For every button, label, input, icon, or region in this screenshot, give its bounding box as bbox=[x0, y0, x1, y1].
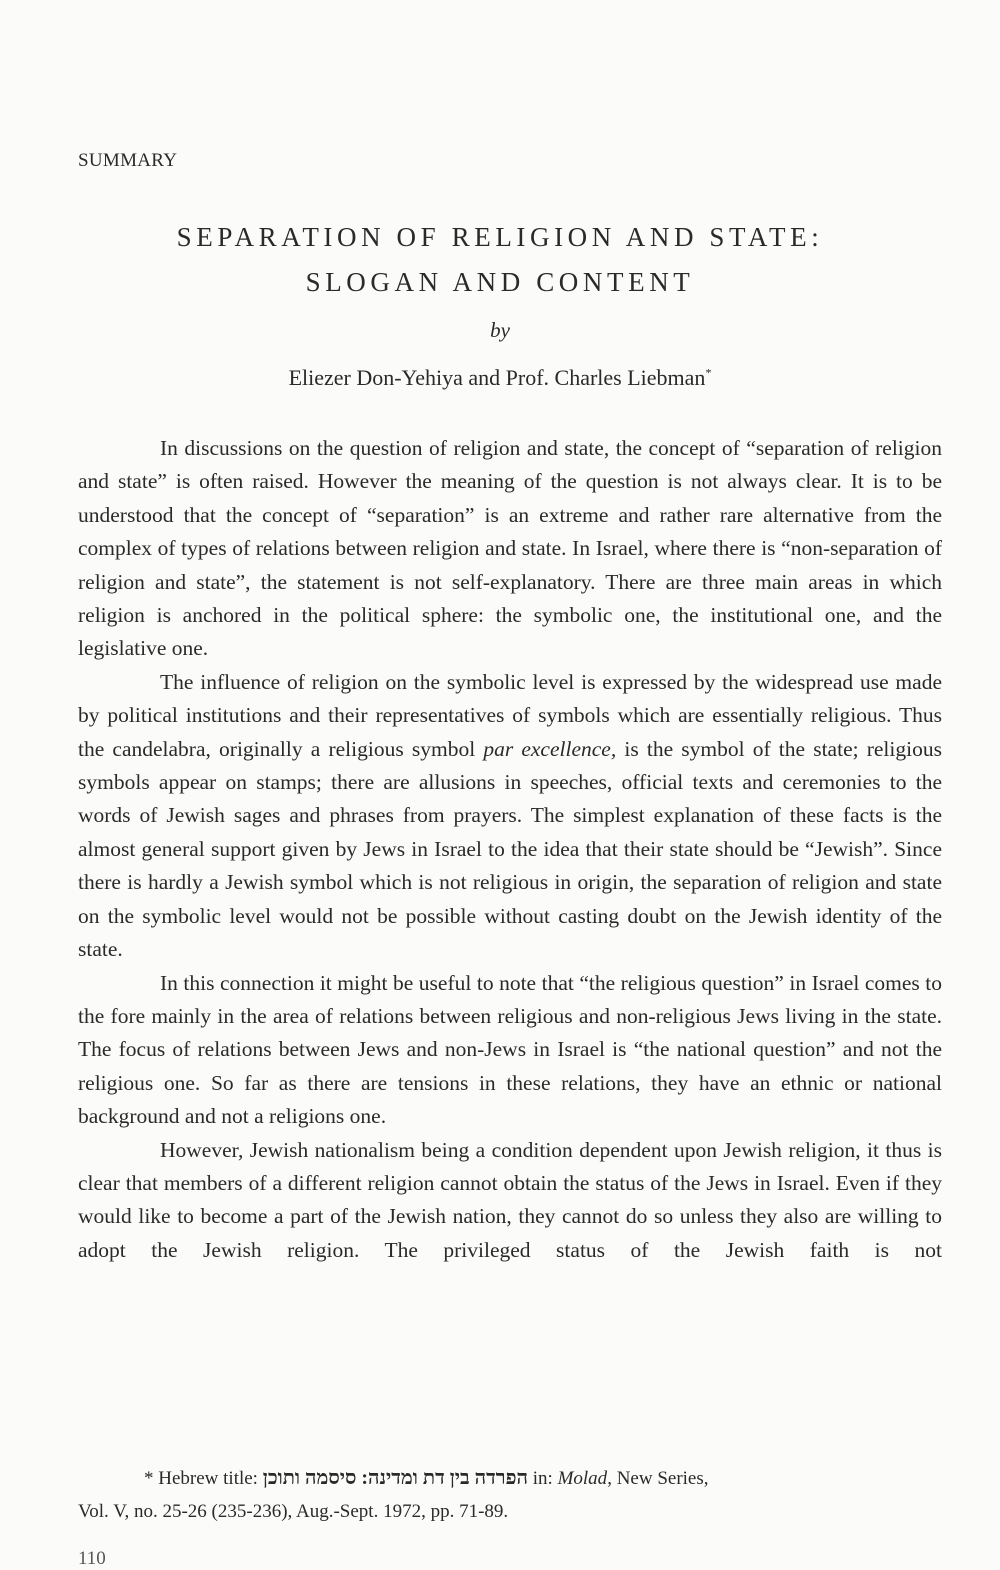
section-label: SUMMARY bbox=[78, 150, 178, 171]
footnote-mark-ref: * bbox=[144, 1468, 154, 1489]
footnote-in: in: bbox=[532, 1468, 553, 1489]
byline: by bbox=[490, 318, 510, 342]
article-title bbox=[0, 215, 1000, 305]
footnote-line-2: Vol. V, no. 25-26 (235-236), Aug.-Sept. 1972, pp. 71-89. bbox=[78, 1501, 509, 1522]
paragraph-2 bbox=[78, 666, 942, 967]
title-line-2: SLOGAN AND CONTENT bbox=[305, 267, 695, 297]
paragraph-4: However, Jewish nationalism being a condition dependent upon Jewish religion, it thus is clear that members of a different religion cannot obtain the status of the Jews in Israel. Even if they would like to become a part of the Jewish nation, they cannot do so unless they also are willing to adopt the Jewish religion. The privileged status of the Jewish faith is not bbox=[78, 1137, 942, 1262]
paragraph-2-text-a: The influence of religion on the symbolic level is expressed by the widespread use made by political institutions and their representatives of symbols which are essentially religious. Thus the candelabra, originally a religious symbol bbox=[78, 669, 942, 761]
paragraph-3: In this connection it might be useful to note that “the religious question” in Israel comes to the fore mainly in the area of relations between religious and non-religious Jews living in the state. The focus of relations between Jews and non-Jews in Israel is “the national question” and not the religious one. So far as there are tensions in these relations, they have an ethnic or national background and not a religions one. bbox=[78, 970, 942, 1129]
footnote-series: , New Series, bbox=[607, 1468, 709, 1489]
hebrew-title: הפרדה בין דת ומדינה: סיסמה ותוכן bbox=[262, 1467, 529, 1489]
authors bbox=[0, 365, 1000, 391]
footnote-prefix: Hebrew title: bbox=[158, 1468, 258, 1489]
footnote bbox=[78, 1462, 942, 1528]
paragraph-1: In discussions on the question of religion and state, the concept of “separation of religion and state” is often raised. However the meaning of the question is not always clear. It is to be understood that the concept of “separation” is an extreme and rather rare alternative from the complex of types of relations between religion and state. In Israel, where there is “non-separation of religion and state”, the statement is not self-explanatory. There are three main areas in which religion is anchored in the political sphere: the symbolic one, the institutional one, and the legislative one. bbox=[78, 436, 942, 661]
paragraph-2-italic: par excellence, bbox=[483, 736, 617, 761]
title-line-1: SEPARATION OF RELIGION AND STATE: bbox=[176, 222, 824, 252]
author-names: Eliezer Don-Yehiya and Prof. Charles Liebman bbox=[288, 365, 706, 390]
footnote-mark: * bbox=[705, 365, 712, 380]
body-text bbox=[78, 432, 942, 1267]
journal-name: Molad bbox=[557, 1468, 608, 1489]
page-number: 110 bbox=[78, 1548, 106, 1569]
paragraph-2-text-b: is the symbol of the state; religious symbols appear on stamps; there are allusions in speeches, official texts and ceremonies to the words of Jewish sages and phrases from prayers. The simplest explanation of these facts is the almost general support given by Jews in Israel to the idea that their state should be “Jewish”. Since there is hardly a Jewish symbol which is not religious in origin, the separation of religion and state on the symbolic level would not be possible without casting doubt on the Jewish identity of the state. bbox=[78, 736, 942, 962]
footnote-line-1 bbox=[78, 1462, 942, 1495]
